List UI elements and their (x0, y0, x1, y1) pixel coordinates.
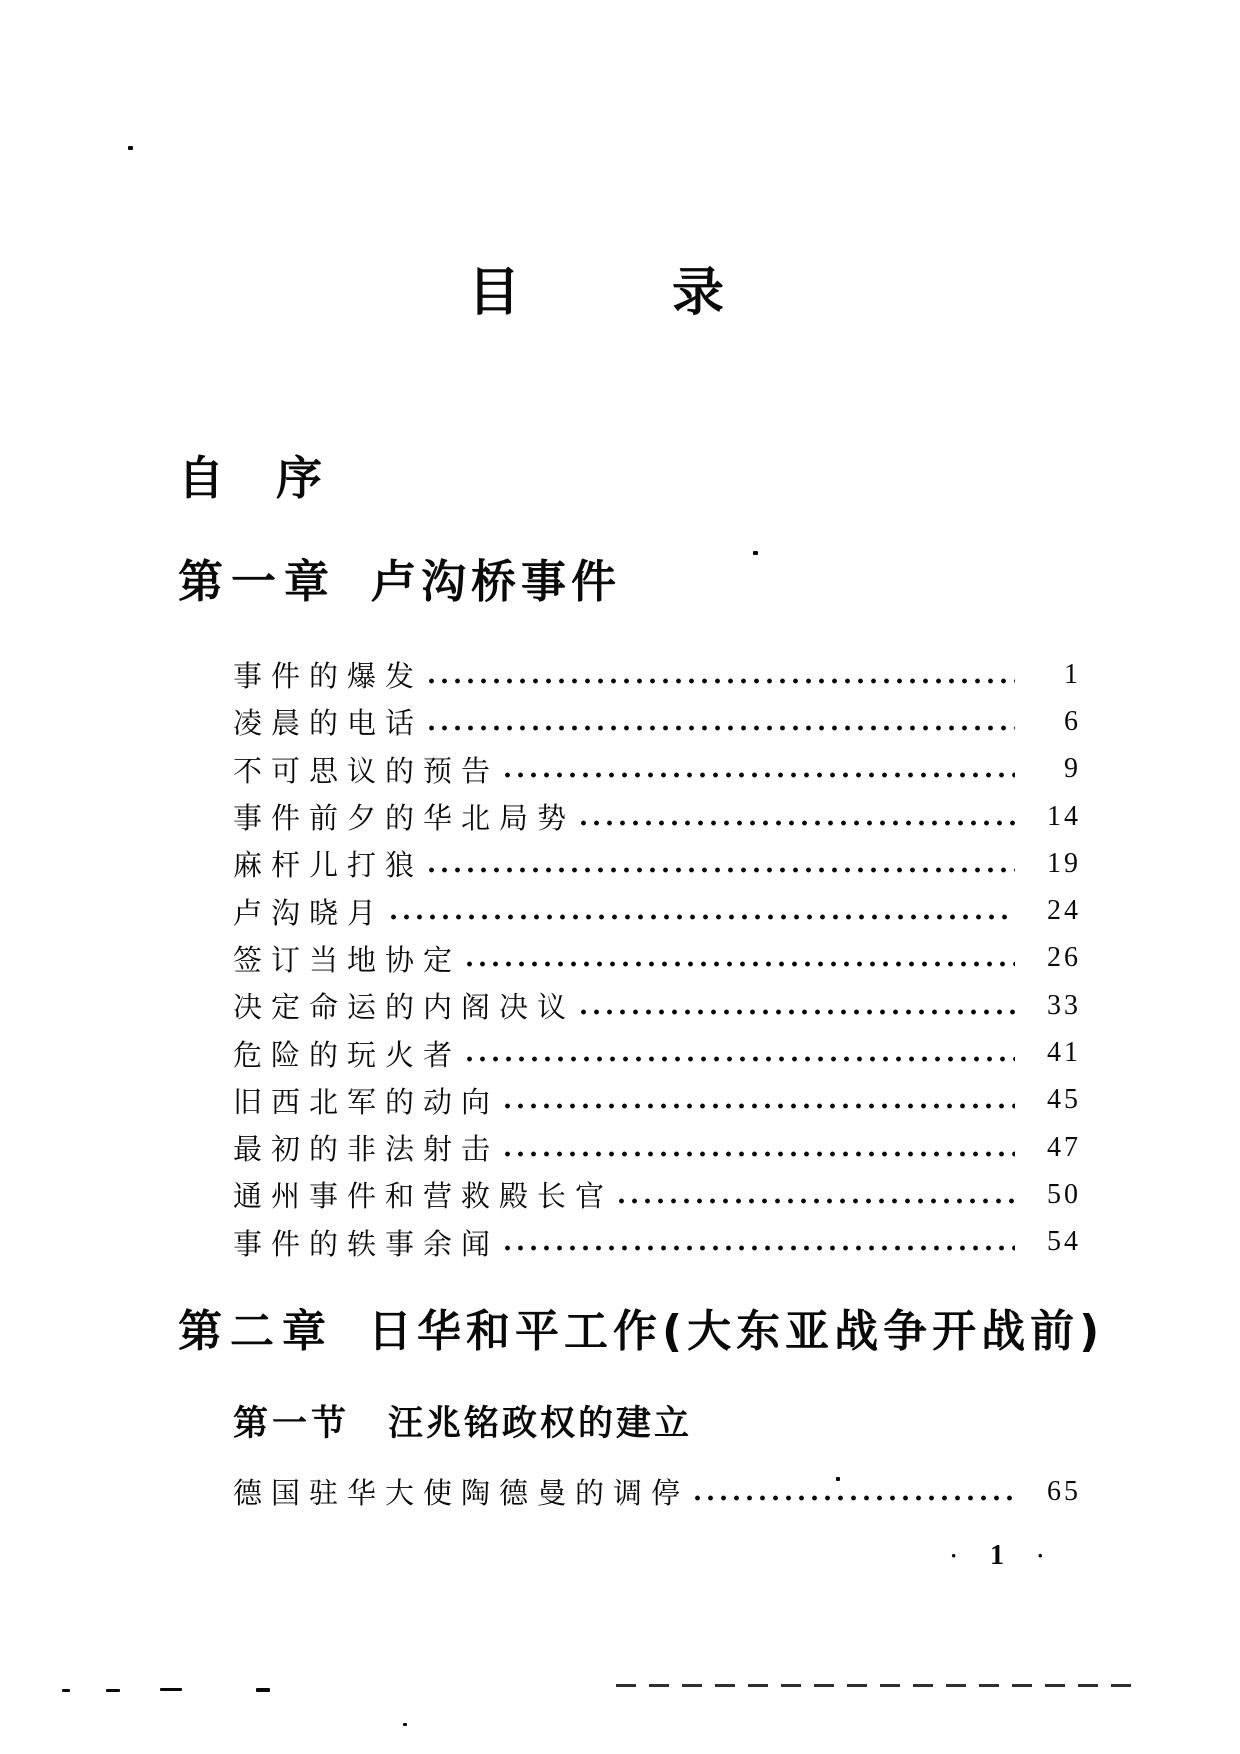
dotted-leader (691, 1493, 1015, 1503)
toc-entry-title: 不可思议的预告 (233, 755, 500, 788)
toc-entry-page: 65 (1047, 1475, 1081, 1507)
chapter2-title: 日华和平工作(大东亚战争开战前) (368, 1306, 1105, 1357)
scan-artifact (403, 1723, 407, 1726)
toc-entry-page: 41 (1047, 1037, 1081, 1069)
toc-entry-page: 45 (1047, 1084, 1081, 1116)
dotted-leader (501, 1243, 1015, 1253)
toc-entry-title: 麻杆儿打狼 (233, 850, 424, 883)
dotted-leader (501, 1149, 1015, 1159)
preface-char2: 序 (276, 451, 322, 505)
toc-entry-title: 凌晨的电话 (233, 708, 424, 741)
toc-entry-title: 事件的爆发 (233, 661, 424, 694)
scan-artifact (256, 1688, 270, 1692)
toc-row (233, 1468, 1081, 1515)
toc-entry-page: 6 (1064, 705, 1081, 737)
toc-entry-title: 旧西北军的动向 (233, 1086, 500, 1119)
toc-entry-page: 54 (1047, 1226, 1081, 1258)
toc-entry-title: 事件前夕的华北局势 (233, 803, 576, 836)
toc-row (233, 698, 1081, 745)
toc-entry-page: 26 (1047, 942, 1081, 974)
toc-row (233, 746, 1081, 793)
toc-row (233, 651, 1081, 698)
dotted-leader (577, 1007, 1015, 1017)
preface-char1: 自 (178, 451, 224, 505)
title-char-left: 目 (468, 265, 521, 322)
scan-artifact (753, 551, 758, 555)
toc-row (233, 1171, 1081, 1218)
toc-row (233, 982, 1081, 1029)
preface-heading (178, 442, 322, 508)
dotted-leader (425, 865, 1015, 875)
section1-label: 第一节 (233, 1404, 351, 1444)
toc-entry-title: 签订当地协定 (233, 944, 462, 977)
dotted-leader (463, 1054, 1015, 1064)
section1-title: 汪兆铭政权的建立 (388, 1404, 693, 1444)
toc-entry-page: 1 (1064, 658, 1081, 690)
chapter2-label: 第二章 (178, 1306, 334, 1357)
scan-artifact (62, 1689, 70, 1692)
dotted-leader (577, 818, 1015, 828)
title-char-right: 录 (672, 265, 725, 322)
toc-row (233, 935, 1081, 982)
toc-entry-title: 事件的轶事余闻 (233, 1228, 500, 1261)
toc-entry-title: 卢沟晓月 (233, 897, 386, 930)
page-title (468, 250, 724, 325)
dotted-leader (425, 676, 1015, 686)
toc-entry-title: 最初的非法射击 (233, 1134, 500, 1167)
dotted-leader (615, 1196, 1015, 1206)
dotted-leader (463, 959, 1015, 969)
chapter1-label: 第一章 (178, 555, 338, 608)
toc-entry-title: 德国驻华大使陶德曼的调停 (233, 1478, 690, 1511)
chapter2-heading (178, 1295, 1104, 1359)
toc-entry-page: 14 (1047, 800, 1081, 832)
folio-page-number (950, 1540, 1044, 1572)
toc-entry-page: 24 (1047, 895, 1081, 927)
scan-artifact (160, 1688, 182, 1691)
chapter1-entry-list (233, 651, 1081, 1266)
scan-artifact (106, 1689, 120, 1692)
toc-entry-title: 通州事件和营救殿长官 (233, 1181, 614, 1214)
folio-right-dot: · (1036, 1543, 1044, 1568)
toc-row (233, 793, 1081, 840)
folio-number: 1 (990, 1540, 1004, 1571)
toc-entry-page: 9 (1064, 753, 1081, 785)
toc-row (233, 887, 1081, 934)
dotted-leader (425, 723, 1015, 733)
scan-artifact (128, 146, 133, 150)
scan-artifact (616, 1684, 1143, 1687)
toc-entry-page: 50 (1047, 1178, 1081, 1210)
toc-row (233, 1077, 1081, 1124)
toc-entry-page: 19 (1047, 847, 1081, 879)
toc-entry-title: 决定命运的内阁决议 (233, 992, 576, 1025)
toc-row (233, 1029, 1081, 1076)
folio-left-dot: · (950, 1543, 958, 1568)
toc-entry-page: 33 (1047, 989, 1081, 1021)
toc-entry-page: 47 (1047, 1131, 1081, 1163)
dotted-leader (387, 912, 1015, 922)
dotted-leader (501, 1101, 1015, 1111)
chapter2-section1-heading (233, 1396, 692, 1446)
dotted-leader (501, 770, 1015, 780)
toc-row (233, 1124, 1081, 1171)
chapter2-entry-list (233, 1468, 1081, 1515)
chapter1-title: 卢沟桥事件 (371, 555, 622, 608)
chapter1-heading (178, 545, 621, 610)
toc-entry-title: 危险的玩火者 (233, 1039, 462, 1072)
toc-row (233, 1219, 1081, 1266)
toc-row (233, 840, 1081, 887)
scan-artifact (836, 1477, 840, 1481)
